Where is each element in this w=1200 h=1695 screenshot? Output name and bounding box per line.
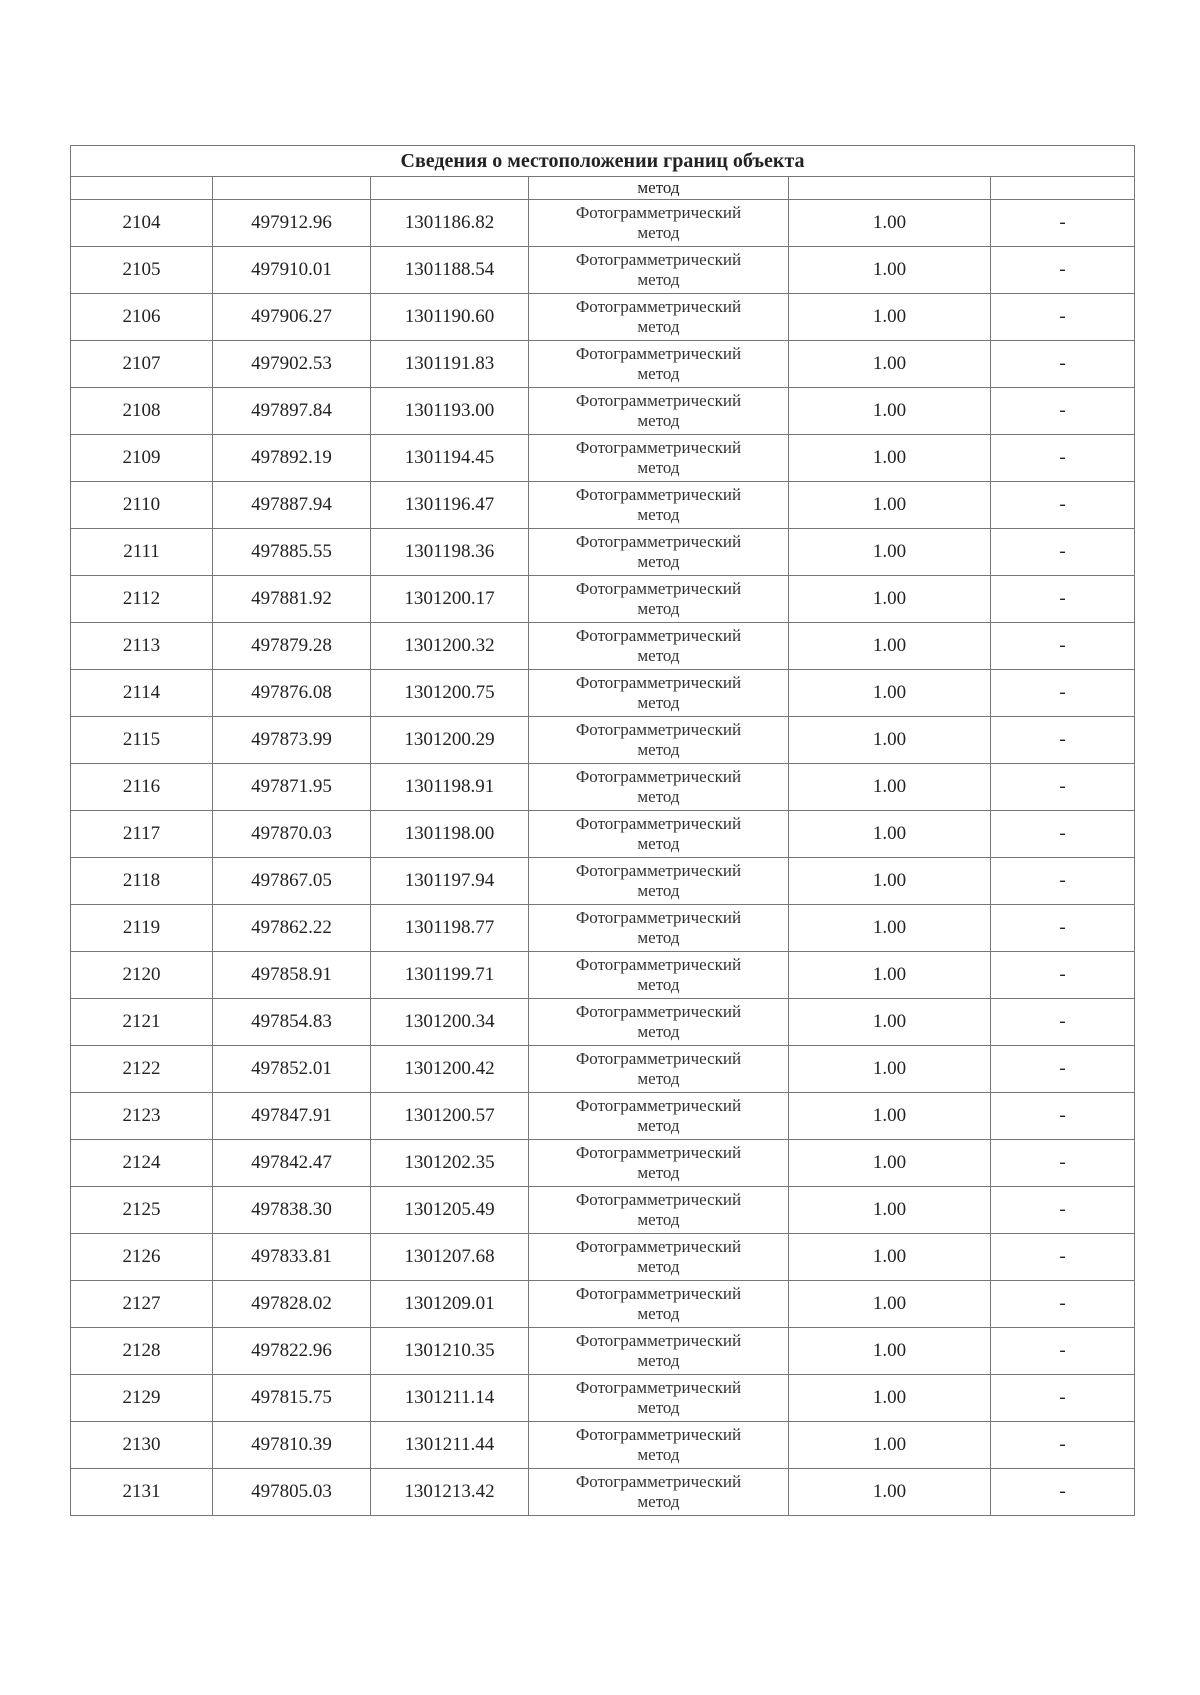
accuracy-cell: 1.00 (789, 1140, 991, 1187)
accuracy-cell: 1.00 (789, 905, 991, 952)
accuracy-cell: 1.00 (789, 670, 991, 717)
method-line-1: Фотограмметрический (575, 673, 742, 692)
point-number-cell: 2108 (71, 388, 213, 435)
method-line-1: Фотограмметрический (575, 250, 742, 269)
table-row (71, 200, 1135, 247)
x-coordinate-cell: 497885.55 (213, 529, 371, 576)
method-line-1: Фотограмметрический (575, 955, 742, 974)
note-cell: - (991, 1375, 1135, 1422)
x-coordinate-cell: 497858.91 (213, 952, 371, 999)
method-line-2: метод (637, 505, 680, 524)
continuation-x-cell (213, 177, 371, 200)
method-cell (529, 1469, 789, 1516)
point-number-cell: 2118 (71, 858, 213, 905)
x-coordinate-cell: 497906.27 (213, 294, 371, 341)
method-cell (529, 764, 789, 811)
accuracy-cell: 1.00 (789, 341, 991, 388)
table-row (71, 1140, 1135, 1187)
x-coordinate-cell: 497828.02 (213, 1281, 371, 1328)
note-cell: - (991, 482, 1135, 529)
table-row (71, 1422, 1135, 1469)
method-line-1: Фотограмметрический (575, 297, 742, 316)
table-row (71, 1093, 1135, 1140)
note-cell: - (991, 717, 1135, 764)
x-coordinate-cell: 497902.53 (213, 341, 371, 388)
x-coordinate-cell: 497838.30 (213, 1187, 371, 1234)
method-line-2: метод (637, 411, 680, 430)
point-number-cell: 2128 (71, 1328, 213, 1375)
method-line-2: метод (637, 1492, 680, 1511)
method-cell (529, 999, 789, 1046)
method-line-1: Фотограмметрический (575, 391, 742, 410)
x-coordinate-cell: 497912.96 (213, 200, 371, 247)
table-row (71, 482, 1135, 529)
y-coordinate-cell: 1301200.57 (371, 1093, 529, 1140)
x-coordinate-cell: 497867.05 (213, 858, 371, 905)
y-coordinate-cell: 1301190.60 (371, 294, 529, 341)
point-number-cell: 2105 (71, 247, 213, 294)
method-cell (529, 1234, 789, 1281)
note-cell: - (991, 1422, 1135, 1469)
point-number-cell: 2107 (71, 341, 213, 388)
table-row (71, 247, 1135, 294)
point-number-cell: 2110 (71, 482, 213, 529)
method-line-1: Фотограмметрический (575, 1378, 742, 1397)
method-line-1: Фотограмметрический (575, 908, 742, 927)
point-number-cell: 2126 (71, 1234, 213, 1281)
method-cell (529, 1328, 789, 1375)
method-line-1: Фотограмметрический (575, 1331, 742, 1350)
x-coordinate-cell: 497887.94 (213, 482, 371, 529)
accuracy-cell: 1.00 (789, 1375, 991, 1422)
point-number-cell: 2125 (71, 1187, 213, 1234)
point-number-cell: 2111 (71, 529, 213, 576)
continuation-method-cell: метод (529, 177, 789, 200)
method-line-2: метод (637, 787, 680, 806)
table-row (71, 1234, 1135, 1281)
x-coordinate-cell: 497881.92 (213, 576, 371, 623)
accuracy-cell: 1.00 (789, 1469, 991, 1516)
continuation-accuracy-cell (789, 177, 991, 200)
x-coordinate-cell: 497862.22 (213, 905, 371, 952)
table-row (71, 529, 1135, 576)
x-coordinate-cell: 497910.01 (213, 247, 371, 294)
accuracy-cell: 1.00 (789, 1328, 991, 1375)
note-cell: - (991, 1187, 1135, 1234)
method-line-1: Фотограмметрический (575, 1143, 742, 1162)
method-cell (529, 952, 789, 999)
method-cell (529, 905, 789, 952)
accuracy-cell: 1.00 (789, 576, 991, 623)
method-line-1: Фотограмметрический (575, 203, 742, 222)
accuracy-cell: 1.00 (789, 294, 991, 341)
x-coordinate-cell: 497833.81 (213, 1234, 371, 1281)
point-number-cell: 2127 (71, 1281, 213, 1328)
method-line-1: Фотограмметрический (575, 626, 742, 645)
x-coordinate-cell: 497876.08 (213, 670, 371, 717)
y-coordinate-cell: 1301200.75 (371, 670, 529, 717)
x-coordinate-cell: 497871.95 (213, 764, 371, 811)
accuracy-cell: 1.00 (789, 811, 991, 858)
point-number-cell: 2121 (71, 999, 213, 1046)
table-row (71, 294, 1135, 341)
note-cell: - (991, 1093, 1135, 1140)
method-line-1: Фотограмметрический (575, 438, 742, 457)
note-cell: - (991, 1234, 1135, 1281)
method-line-2: метод (637, 1304, 680, 1323)
table-row (71, 1281, 1135, 1328)
method-cell (529, 294, 789, 341)
x-coordinate-cell: 497810.39 (213, 1422, 371, 1469)
point-number-cell: 2104 (71, 200, 213, 247)
x-coordinate-cell: 497870.03 (213, 811, 371, 858)
method-line-2: метод (637, 270, 680, 289)
accuracy-cell: 1.00 (789, 717, 991, 764)
accuracy-cell: 1.00 (789, 247, 991, 294)
point-number-cell: 2113 (71, 623, 213, 670)
y-coordinate-cell: 1301200.17 (371, 576, 529, 623)
y-coordinate-cell: 1301188.54 (371, 247, 529, 294)
title-row (71, 146, 1135, 177)
y-coordinate-cell: 1301200.42 (371, 1046, 529, 1093)
y-coordinate-cell: 1301199.71 (371, 952, 529, 999)
method-line-2: метод (637, 1257, 680, 1276)
accuracy-cell: 1.00 (789, 764, 991, 811)
note-cell: - (991, 1328, 1135, 1375)
note-cell: - (991, 1140, 1135, 1187)
y-coordinate-cell: 1301209.01 (371, 1281, 529, 1328)
y-coordinate-cell: 1301191.83 (371, 341, 529, 388)
table-row (71, 623, 1135, 670)
method-cell (529, 1422, 789, 1469)
y-coordinate-cell: 1301198.36 (371, 529, 529, 576)
table-row (71, 1046, 1135, 1093)
table-row (71, 858, 1135, 905)
continuation-row (71, 177, 1135, 200)
note-cell: - (991, 576, 1135, 623)
method-line-2: метод (637, 646, 680, 665)
table-row (71, 764, 1135, 811)
method-line-2: метод (637, 1398, 680, 1417)
point-number-cell: 2117 (71, 811, 213, 858)
note-cell: - (991, 1469, 1135, 1516)
method-line-2: метод (637, 740, 680, 759)
method-cell (529, 858, 789, 905)
table-row (71, 905, 1135, 952)
method-line-1: Фотограмметрический (575, 532, 742, 551)
x-coordinate-cell: 497822.96 (213, 1328, 371, 1375)
point-number-cell: 2120 (71, 952, 213, 999)
note-cell: - (991, 341, 1135, 388)
table-row (71, 435, 1135, 482)
method-cell (529, 1140, 789, 1187)
x-coordinate-cell: 497873.99 (213, 717, 371, 764)
point-number-cell: 2116 (71, 764, 213, 811)
accuracy-cell: 1.00 (789, 1234, 991, 1281)
method-line-1: Фотограмметрический (575, 1190, 742, 1209)
x-coordinate-cell: 497847.91 (213, 1093, 371, 1140)
x-coordinate-cell: 497897.84 (213, 388, 371, 435)
method-line-2: метод (637, 364, 680, 383)
table-row (71, 670, 1135, 717)
accuracy-cell: 1.00 (789, 1281, 991, 1328)
note-cell: - (991, 952, 1135, 999)
point-number-cell: 2114 (71, 670, 213, 717)
method-line-2: метод (637, 693, 680, 712)
point-number-cell: 2131 (71, 1469, 213, 1516)
method-cell (529, 435, 789, 482)
note-cell: - (991, 999, 1135, 1046)
continuation-y-cell (371, 177, 529, 200)
y-coordinate-cell: 1301210.35 (371, 1328, 529, 1375)
x-coordinate-cell: 497892.19 (213, 435, 371, 482)
accuracy-cell: 1.00 (789, 999, 991, 1046)
y-coordinate-cell: 1301197.94 (371, 858, 529, 905)
y-coordinate-cell: 1301196.47 (371, 482, 529, 529)
note-cell: - (991, 1046, 1135, 1093)
point-number-cell: 2109 (71, 435, 213, 482)
point-number-cell: 2130 (71, 1422, 213, 1469)
method-cell (529, 1187, 789, 1234)
table-title: Сведения о местоположении границ объекта (71, 146, 1135, 177)
accuracy-cell: 1.00 (789, 1422, 991, 1469)
accuracy-cell: 1.00 (789, 1187, 991, 1234)
x-coordinate-cell: 497854.83 (213, 999, 371, 1046)
method-cell (529, 1046, 789, 1093)
note-cell: - (991, 200, 1135, 247)
y-coordinate-cell: 1301186.82 (371, 200, 529, 247)
method-cell (529, 529, 789, 576)
accuracy-cell: 1.00 (789, 435, 991, 482)
point-number-cell: 2124 (71, 1140, 213, 1187)
method-cell (529, 717, 789, 764)
point-number-cell: 2122 (71, 1046, 213, 1093)
method-line-1: Фотограмметрический (575, 720, 742, 739)
accuracy-cell: 1.00 (789, 858, 991, 905)
point-number-cell: 2123 (71, 1093, 213, 1140)
y-coordinate-cell: 1301200.32 (371, 623, 529, 670)
method-line-1: Фотограмметрический (575, 861, 742, 880)
table-row (71, 811, 1135, 858)
accuracy-cell: 1.00 (789, 529, 991, 576)
x-coordinate-cell: 497815.75 (213, 1375, 371, 1422)
method-line-2: метод (637, 834, 680, 853)
document-page (70, 145, 1134, 1516)
y-coordinate-cell: 1301211.14 (371, 1375, 529, 1422)
accuracy-cell: 1.00 (789, 388, 991, 435)
method-line-1: Фотограмметрический (575, 1472, 742, 1491)
method-line-1: Фотограмметрический (575, 1237, 742, 1256)
method-line-1: Фотограмметрический (575, 1096, 742, 1115)
method-line-1: Фотограмметрический (575, 485, 742, 504)
table-row (71, 1328, 1135, 1375)
note-cell: - (991, 670, 1135, 717)
boundary-coordinates-table (70, 145, 1135, 1516)
y-coordinate-cell: 1301194.45 (371, 435, 529, 482)
note-cell: - (991, 858, 1135, 905)
method-line-2: метод (637, 1445, 680, 1464)
method-line-2: метод (637, 975, 680, 994)
method-cell (529, 576, 789, 623)
y-coordinate-cell: 1301207.68 (371, 1234, 529, 1281)
accuracy-cell: 1.00 (789, 1093, 991, 1140)
note-cell: - (991, 294, 1135, 341)
table-row (71, 388, 1135, 435)
method-line-2: метод (637, 1022, 680, 1041)
y-coordinate-cell: 1301205.49 (371, 1187, 529, 1234)
method-line-2: метод (637, 1069, 680, 1088)
y-coordinate-cell: 1301202.35 (371, 1140, 529, 1187)
method-line-1: Фотограмметрический (575, 814, 742, 833)
method-line-1: Фотограмметрический (575, 1002, 742, 1021)
method-cell (529, 670, 789, 717)
method-cell (529, 200, 789, 247)
method-line-1: Фотограмметрический (575, 1284, 742, 1303)
note-cell: - (991, 764, 1135, 811)
method-cell (529, 1281, 789, 1328)
point-number-cell: 2129 (71, 1375, 213, 1422)
method-line-2: метод (637, 599, 680, 618)
y-coordinate-cell: 1301198.77 (371, 905, 529, 952)
method-line-1: Фотограмметрический (575, 579, 742, 598)
method-cell (529, 482, 789, 529)
method-line-2: метод (637, 223, 680, 242)
continuation-note-cell (991, 177, 1135, 200)
note-cell: - (991, 905, 1135, 952)
accuracy-cell: 1.00 (789, 200, 991, 247)
method-cell (529, 1093, 789, 1140)
note-cell: - (991, 529, 1135, 576)
point-number-cell: 2106 (71, 294, 213, 341)
x-coordinate-cell: 497879.28 (213, 623, 371, 670)
table-row (71, 1469, 1135, 1516)
method-line-2: метод (637, 928, 680, 947)
y-coordinate-cell: 1301198.00 (371, 811, 529, 858)
note-cell: - (991, 247, 1135, 294)
method-line-1: Фотограмметрический (575, 1425, 742, 1444)
point-number-cell: 2119 (71, 905, 213, 952)
method-cell (529, 247, 789, 294)
note-cell: - (991, 623, 1135, 670)
table-row (71, 341, 1135, 388)
table-row (71, 1375, 1135, 1422)
method-line-2: метод (637, 458, 680, 477)
note-cell: - (991, 435, 1135, 482)
method-line-2: метод (637, 1163, 680, 1182)
y-coordinate-cell: 1301200.29 (371, 717, 529, 764)
table-row (71, 952, 1135, 999)
x-coordinate-cell: 497852.01 (213, 1046, 371, 1093)
method-cell (529, 623, 789, 670)
accuracy-cell: 1.00 (789, 1046, 991, 1093)
note-cell: - (991, 811, 1135, 858)
method-line-2: метод (637, 1210, 680, 1229)
table-row (71, 1187, 1135, 1234)
method-line-2: метод (637, 881, 680, 900)
method-line-2: метод (637, 552, 680, 571)
y-coordinate-cell: 1301198.91 (371, 764, 529, 811)
point-number-cell: 2112 (71, 576, 213, 623)
x-coordinate-cell: 497842.47 (213, 1140, 371, 1187)
table-row (71, 999, 1135, 1046)
note-cell: - (991, 388, 1135, 435)
continuation-point-cell (71, 177, 213, 200)
method-line-1: Фотограмметрический (575, 344, 742, 363)
y-coordinate-cell: 1301211.44 (371, 1422, 529, 1469)
x-coordinate-cell: 497805.03 (213, 1469, 371, 1516)
y-coordinate-cell: 1301200.34 (371, 999, 529, 1046)
method-cell (529, 811, 789, 858)
table-row (71, 717, 1135, 764)
table-row (71, 576, 1135, 623)
table-body (71, 146, 1135, 1516)
method-cell (529, 388, 789, 435)
method-line-2: метод (637, 317, 680, 336)
y-coordinate-cell: 1301193.00 (371, 388, 529, 435)
method-line-1: Фотограмметрический (575, 767, 742, 786)
accuracy-cell: 1.00 (789, 482, 991, 529)
method-line-2: метод (637, 1116, 680, 1135)
method-line-2: метод (637, 1351, 680, 1370)
note-cell: - (991, 1281, 1135, 1328)
method-cell (529, 1375, 789, 1422)
method-cell (529, 341, 789, 388)
point-number-cell: 2115 (71, 717, 213, 764)
accuracy-cell: 1.00 (789, 623, 991, 670)
method-line-1: Фотограмметрический (575, 1049, 742, 1068)
accuracy-cell: 1.00 (789, 952, 991, 999)
y-coordinate-cell: 1301213.42 (371, 1469, 529, 1516)
